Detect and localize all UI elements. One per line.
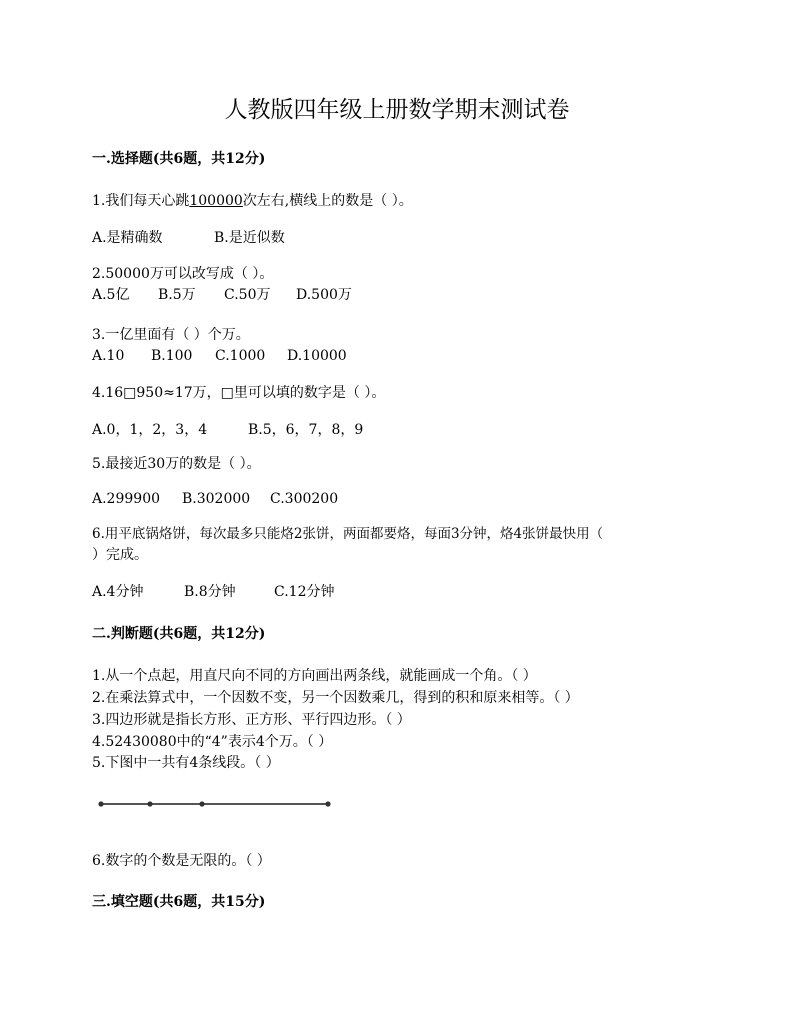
option-c: C.50万 (224, 287, 271, 303)
question-6-line2: ）完成。 (92, 547, 148, 563)
question-5-options (92, 490, 338, 508)
segment-point (325, 801, 330, 806)
question-6-options (92, 583, 334, 601)
option-b: B.是近似数 (214, 230, 285, 246)
segment-point (199, 801, 204, 806)
option-a: A.4分钟 (92, 584, 144, 600)
option-b: B.100 (151, 348, 193, 364)
question-4-options (92, 421, 363, 439)
option-b: B.5，6，7，8，9 (248, 422, 364, 438)
option-b: B.5万 (158, 287, 196, 303)
judge-item-4: 4.52430080中的“4”表示4个万。（ ） (92, 734, 333, 750)
option-a: A.5亿 (92, 287, 130, 303)
option-c: C.1000 (215, 348, 266, 364)
question-4: 4.16□950≈17万，□里可以填的数字是（ ）。 (92, 385, 386, 401)
judge-item-2: 2.在乘法算式中，一个因数不变，另一个因数乘几，得到的积和原来相等。（ ） (92, 690, 579, 706)
option-a: A.10 (92, 348, 125, 364)
section1-heading: 一.选择题(共6题，共12分) (92, 151, 266, 167)
section2-heading: 二.判断题(共6题，共12分) (92, 626, 266, 642)
question-1-post: 次左右,横线上的数是（ ）。 (242, 193, 413, 209)
option-d: D.500万 (296, 287, 352, 303)
option-b: B.302000 (182, 491, 251, 507)
segment-point (98, 801, 103, 806)
judge-item-5: 5.下图中一共有4条线段。（ ） (92, 755, 280, 771)
question-3-options (92, 347, 347, 365)
section3-heading: 三.填空题(共6题，共15分) (92, 894, 266, 910)
question-1-options (92, 229, 285, 247)
question-3: 3.一亿里面有（ ）个万。 (92, 327, 250, 343)
question-2: 2.50000万可以改写成（ ）。 (92, 266, 274, 282)
option-a: A.299900 (92, 491, 161, 507)
option-b: B.8分钟 (184, 584, 236, 600)
question-1-pre: 1.我们每天心跳 (92, 193, 190, 209)
option-c: C.300200 (270, 491, 339, 507)
option-a: A.0，1，2，3，4 (92, 422, 208, 438)
question-1 (92, 192, 413, 210)
question-6-line1: 6.用平底锅烙饼，每次最多只能烙2张饼，两面都要烙，每面3分钟，烙4张饼最快用（ (92, 526, 604, 542)
question-1-underlined-number: 100000 (189, 193, 243, 209)
option-a: A.是精确数 (92, 230, 163, 246)
option-c: C.12分钟 (274, 584, 335, 600)
question-2-options (92, 286, 352, 304)
judge-item-3: 3.四边形就是指长方形、正方形、平行四边形。（ ） (92, 712, 411, 728)
line-segment-figure (96, 797, 336, 811)
judge-item-6: 6.数字的个数是无限的。（ ） (92, 853, 271, 869)
judge-item-1: 1.从一个点起，用直尺向不同的方向画出两条线，就能画成一个角。（ ） (92, 668, 537, 684)
question-5: 5.最接近30万的数是（ ）。 (92, 456, 261, 472)
segment-point (147, 801, 152, 806)
page-title: 人教版四年级上册数学期末测试卷 (224, 97, 570, 123)
option-d: D.10000 (287, 348, 347, 364)
